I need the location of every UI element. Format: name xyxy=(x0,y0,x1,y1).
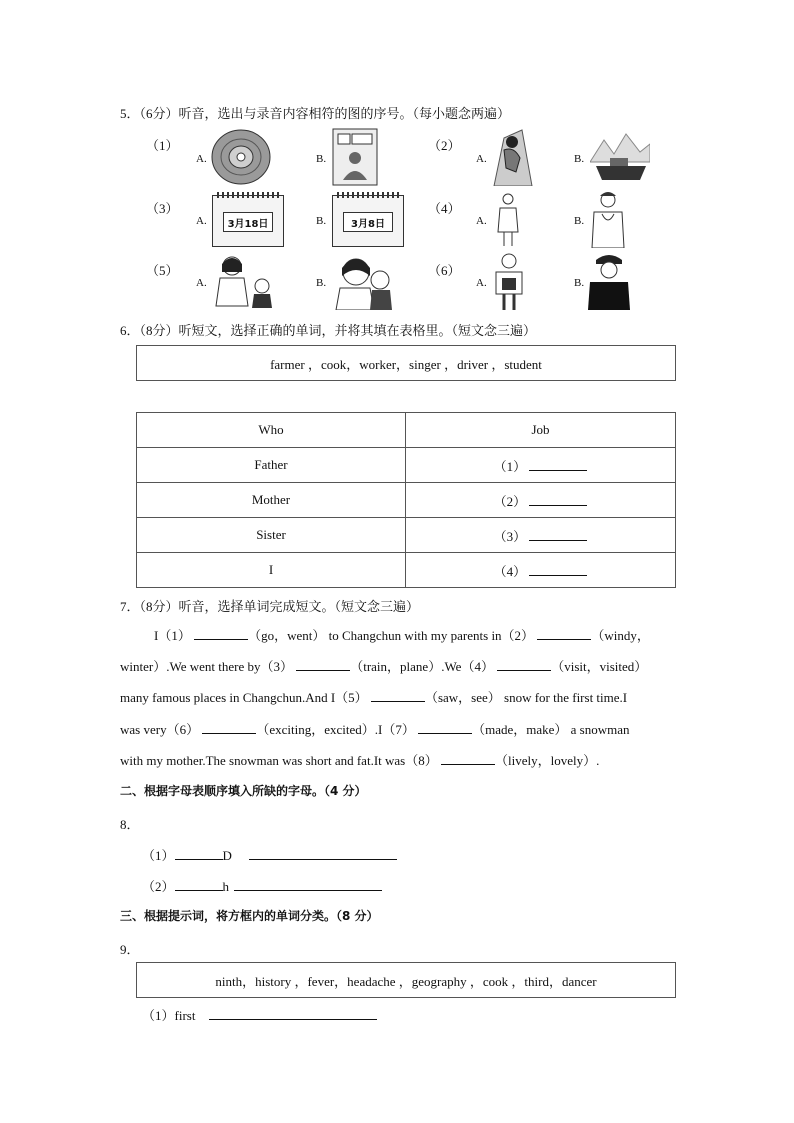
q5-item-4-num: （4） xyxy=(428,201,461,216)
calendar-date-b: 3月8日 xyxy=(343,212,393,232)
q7-text: （lively，lovely）. xyxy=(494,753,600,768)
q5-item-3-b-label: B. xyxy=(316,215,327,227)
q7-blank-3[interactable] xyxy=(296,658,350,671)
q7-line-4 xyxy=(120,714,676,745)
q7-blank-6[interactable] xyxy=(202,721,256,734)
q5-item-5-a-label: A. xyxy=(196,277,207,289)
q5-item-3-num: （3） xyxy=(146,201,179,216)
q7-text: many famous places in Changchun.And I（5） xyxy=(120,690,368,705)
q8-item-1 xyxy=(142,845,397,864)
mother-child-icon xyxy=(210,254,280,310)
q8-item-num: （2） xyxy=(142,879,175,894)
header-who: Who xyxy=(137,413,406,448)
mother-hug-icon xyxy=(330,254,402,310)
job-cell[interactable] xyxy=(406,553,676,588)
q7-blank-7[interactable] xyxy=(418,721,472,734)
q7-blank-8[interactable] xyxy=(441,752,495,765)
answer-blank[interactable] xyxy=(529,458,587,471)
who-cell: Sister xyxy=(137,518,406,553)
q7-text: （exciting，excited）.I（7） xyxy=(256,722,415,737)
table-header-row xyxy=(137,413,676,448)
job-num: （4） xyxy=(493,563,527,579)
q6-title: 6．（8分）听短文，选择正确的单词，并将其填在表格里。（短文念三遍） xyxy=(120,323,537,338)
q5-item-5-num: （5） xyxy=(146,263,179,278)
who-cell: Mother xyxy=(137,483,406,518)
job-cell[interactable] xyxy=(406,448,676,483)
q8-given-letter: h xyxy=(222,879,230,894)
q5-item-2-b-label: B. xyxy=(574,153,585,165)
job-cell[interactable] xyxy=(406,518,676,553)
q5-item-3-a-label: A. xyxy=(196,215,207,227)
table-row xyxy=(137,448,676,483)
q7-text: I（1） xyxy=(154,628,191,643)
q5-item-1-a-label: A. xyxy=(196,153,207,165)
calendar-date-a: 3月18日 xyxy=(223,212,273,232)
nurse-icon xyxy=(496,192,520,248)
calendar-march-8 xyxy=(332,195,404,247)
q7-line-1 xyxy=(120,620,676,651)
q8-item-2 xyxy=(142,876,382,895)
q5-item-6-b-label: B. xyxy=(574,277,585,289)
job-cell[interactable] xyxy=(406,483,676,518)
q7-text: （visit，visited） xyxy=(551,659,648,674)
q5-item-1-b-label: B. xyxy=(316,153,327,165)
section-2-title: 二、根据字母表顺序填入所缺的字母。（4 分） xyxy=(120,784,367,798)
q7-blank-4[interactable] xyxy=(497,658,551,671)
job-num: （3） xyxy=(493,528,527,544)
who-cell: Father xyxy=(137,448,406,483)
q5-item-6-a-label: A. xyxy=(476,277,487,289)
q6-word-box xyxy=(136,345,676,381)
climber-icon xyxy=(492,128,534,186)
q6-job-table xyxy=(136,412,676,588)
q6-word-box-text: farmer ，cook，worker，singer ，driver ，student xyxy=(270,356,542,372)
q9-item-num: （1） xyxy=(142,1008,175,1023)
table-row xyxy=(137,553,676,588)
q5-item-4-b-label: B. xyxy=(574,215,585,227)
job-num: （1） xyxy=(493,458,527,474)
q7-text: （saw，see） snow for the first time.I xyxy=(424,690,628,705)
q5-title: 5．（6分）听音，选出与录音内容相符的图的序号。（每小题念两遍） xyxy=(120,106,511,121)
q7-blank-5[interactable] xyxy=(371,689,425,702)
table-row xyxy=(137,483,676,518)
letter-blank[interactable] xyxy=(249,847,397,860)
q9-item-1 xyxy=(142,1005,377,1024)
q7-text: （made，make） a snowman xyxy=(472,722,630,737)
q7-blank-1[interactable] xyxy=(194,627,248,640)
q7-blank-2[interactable] xyxy=(537,627,591,640)
who-cell: I xyxy=(137,553,406,588)
table-row xyxy=(137,518,676,553)
q7-text: （train，plane）.We（4） xyxy=(350,659,494,674)
answer-blank[interactable] xyxy=(529,528,587,541)
q8-given-letter: D xyxy=(222,848,232,863)
q7-text: with my mother.The snowman was short and fat.It was（8） xyxy=(120,753,438,768)
q9-word-box-text: ninth，history ，fever，headache ，geography ，cook ，third，dancer xyxy=(215,973,597,989)
job-num: （2） xyxy=(493,493,527,509)
ship-mountains-icon xyxy=(590,128,650,186)
q7-text: （go，went） to Changchun with my parents in（2） xyxy=(248,628,535,643)
header-job: Job xyxy=(406,413,676,448)
letter-blank[interactable] xyxy=(234,878,382,891)
q9-item-word: first xyxy=(174,1008,196,1023)
category-blank[interactable] xyxy=(209,1007,377,1020)
letter-blank[interactable] xyxy=(175,847,223,860)
q7-title: 7．（8分）听音，选择单词完成短文。（短文念三遍） xyxy=(120,599,420,614)
calendar-march-18 xyxy=(212,195,284,247)
q5-item-1-num: （1） xyxy=(146,138,179,153)
cd-disc-icon xyxy=(210,128,272,186)
q7-text: （windy， xyxy=(591,628,650,643)
q7-text: winter）.We went there by（3） xyxy=(120,659,293,674)
q5-item-4-a-label: A. xyxy=(476,215,487,227)
businessman-icon xyxy=(492,252,526,310)
q8-number: 8． xyxy=(120,817,140,832)
q5-item-2-a-label: A. xyxy=(476,153,487,165)
q7-text: was very（6） xyxy=(120,722,200,737)
q7-line-5 xyxy=(120,745,676,776)
policeman-icon xyxy=(588,252,630,310)
doctor-icon xyxy=(590,190,626,248)
letter-blank[interactable] xyxy=(175,878,223,891)
q8-item-num: （1） xyxy=(142,848,175,863)
book-cover-icon xyxy=(332,128,378,186)
q9-word-box xyxy=(136,962,676,998)
section-3-title: 三、根据提示词，将方框内的单词分类。（8 分） xyxy=(120,909,379,923)
q5-item-2-num: （2） xyxy=(428,138,461,153)
answer-blank[interactable] xyxy=(529,493,587,506)
q7-line-3 xyxy=(120,682,676,713)
answer-blank[interactable] xyxy=(529,563,587,576)
q7-line-2 xyxy=(120,651,676,682)
q5-item-6-num: （6） xyxy=(428,263,461,278)
q9-number: 9． xyxy=(120,942,140,957)
q5-item-5-b-label: B. xyxy=(316,277,327,289)
